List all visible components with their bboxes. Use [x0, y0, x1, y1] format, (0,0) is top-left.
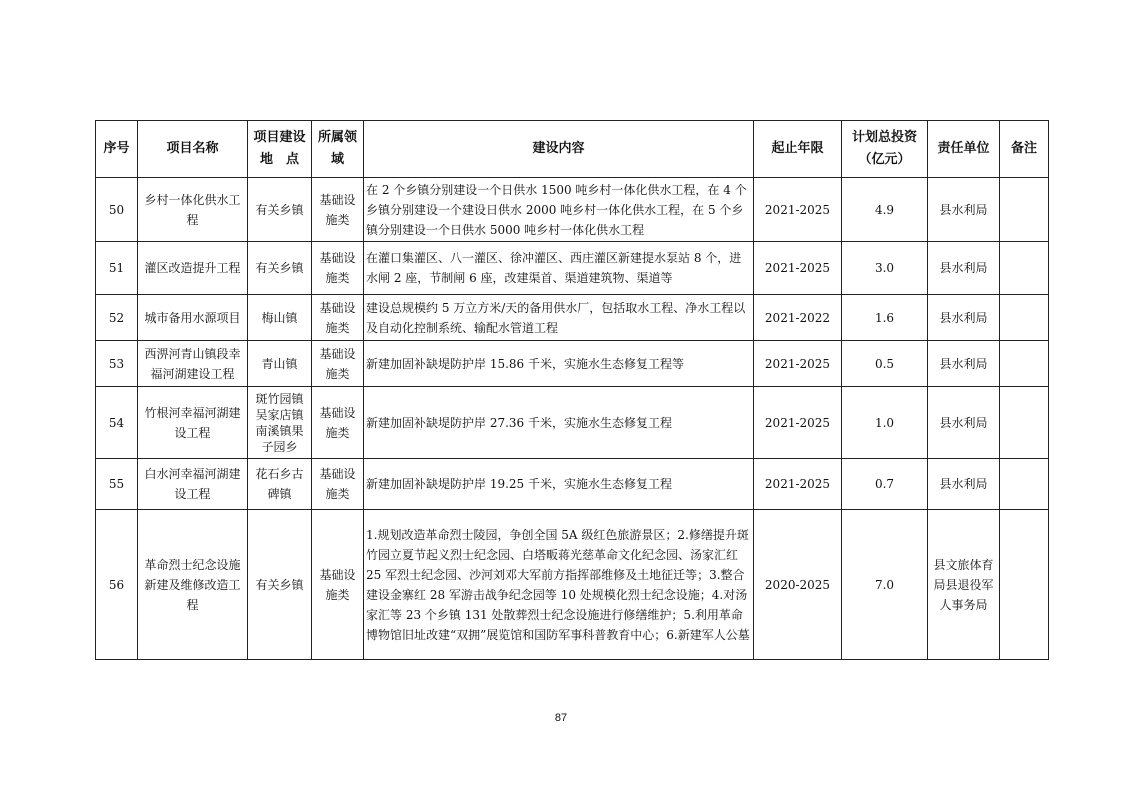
cell-unit: 县水利局 [928, 242, 1000, 295]
cell-location: 梅山镇 [248, 295, 312, 341]
table-row [96, 459, 1049, 510]
cell-name: 灌区改造提升工程 [138, 242, 248, 295]
cell-remarks [1000, 459, 1049, 510]
header-period: 起止年限 [754, 121, 842, 178]
header-remarks: 备注 [1000, 121, 1049, 178]
header-location: 项目建设地 点 [248, 121, 312, 178]
cell-seq: 56 [96, 510, 138, 660]
header-unit: 责任单位 [928, 121, 1000, 178]
cell-period: 2021-2025 [754, 387, 842, 459]
cell-name: 城市备用水源项目 [138, 295, 248, 341]
cell-remarks [1000, 178, 1049, 242]
cell-seq: 55 [96, 459, 138, 510]
cell-field: 基础设施类 [312, 341, 364, 387]
cell-field: 基础设施类 [312, 510, 364, 660]
cell-seq: 53 [96, 341, 138, 387]
cell-investment: 3.0 [842, 242, 928, 295]
page-number: 87 [554, 712, 568, 724]
cell-name: 革命烈士纪念设施新建及维修改造工程 [138, 510, 248, 660]
cell-content: 新建加固补缺堤防护岸 27.36 千米，实施水生态修复工程 [364, 387, 754, 459]
cell-unit: 县水利局 [928, 178, 1000, 242]
cell-field: 基础设施类 [312, 242, 364, 295]
cell-content: 1.规划改造革命烈士陵园，争创全国 5A 级红色旅游景区；2.修缮提升斑竹园立夏节起义烈士纪念园、白塔畈蒋光慈革命文化纪念园、汤家汇红 25 军烈士纪念园、沙河刘邓大军前方指挥部维修及土地征迁等；3.整合建设金寨红 28 军游击战争纪念园等 10 处规模化烈士纪念设施；4.对汤家汇等 23 个乡镇 131 处散葬烈士纪念设施进行修缮维护；5.利用革命博物馆旧址改建“双拥”展览馆和国防军事科普教育中心；6.新建军人公墓 [364, 510, 754, 660]
cell-unit: 县水利局 [928, 459, 1000, 510]
table-row [96, 387, 1049, 459]
cell-period: 2020-2025 [754, 510, 842, 660]
header-investment: 计划总投资（亿元） [842, 121, 928, 178]
cell-content: 新建加固补缺堤防护岸 15.86 千米，实施水生态修复工程等 [364, 341, 754, 387]
cell-location: 有关乡镇 [248, 242, 312, 295]
cell-investment: 0.7 [842, 459, 928, 510]
cell-seq: 51 [96, 242, 138, 295]
cell-seq: 52 [96, 295, 138, 341]
cell-investment: 7.0 [842, 510, 928, 660]
table-row [96, 178, 1049, 242]
project-table [95, 120, 1049, 660]
cell-period: 2021-2025 [754, 459, 842, 510]
header-content: 建设内容 [364, 121, 754, 178]
table-row [96, 295, 1049, 341]
cell-content: 在 2 个乡镇分别建设一个日供水 1500 吨乡村一体化供水工程，在 4 个乡镇分别建设一个建设日供水 2000 吨乡村一体化供水工程，在 5 个乡镇分别建设一个日供水 5000 吨乡村一体化供水工程 [364, 178, 754, 242]
cell-location: 斑竹园镇吴家店镇南溪镇果子园乡 [248, 387, 312, 459]
cell-name: 乡村一体化供水工程 [138, 178, 248, 242]
cell-unit: 县水利局 [928, 387, 1000, 459]
cell-remarks [1000, 341, 1049, 387]
cell-content: 新建加固补缺堤防护岸 19.25 千米，实施水生态修复工程 [364, 459, 754, 510]
header-name: 项目名称 [138, 121, 248, 178]
cell-unit: 县文旅体育局县退役军人事务局 [928, 510, 1000, 660]
cell-remarks [1000, 387, 1049, 459]
table-row [96, 242, 1049, 295]
header-seq: 序号 [96, 121, 138, 178]
cell-period: 2021-2022 [754, 295, 842, 341]
cell-field: 基础设施类 [312, 295, 364, 341]
cell-name: 竹根河幸福河湖建设工程 [138, 387, 248, 459]
cell-period: 2021-2025 [754, 242, 842, 295]
cell-period: 2021-2025 [754, 341, 842, 387]
table-row [96, 510, 1049, 660]
cell-field: 基础设施类 [312, 178, 364, 242]
cell-period: 2021-2025 [754, 178, 842, 242]
table-row [96, 341, 1049, 387]
header-field: 所属领域 [312, 121, 364, 178]
cell-location: 花石乡古碑镇 [248, 459, 312, 510]
table-header-row [96, 121, 1049, 178]
cell-location: 有关乡镇 [248, 510, 312, 660]
cell-field: 基础设施类 [312, 459, 364, 510]
cell-investment: 4.9 [842, 178, 928, 242]
cell-name: 白水河幸福河湖建设工程 [138, 459, 248, 510]
cell-unit: 县水利局 [928, 341, 1000, 387]
cell-content: 建设总规模约 5 万立方米/天的备用供水厂，包括取水工程、净水工程以及自动化控制系统、输配水管道工程 [364, 295, 754, 341]
cell-name: 西淠河青山镇段幸福河湖建设工程 [138, 341, 248, 387]
cell-investment: 0.5 [842, 341, 928, 387]
cell-seq: 50 [96, 178, 138, 242]
cell-remarks [1000, 295, 1049, 341]
cell-remarks [1000, 242, 1049, 295]
cell-investment: 1.6 [842, 295, 928, 341]
cell-investment: 1.0 [842, 387, 928, 459]
cell-field: 基础设施类 [312, 387, 364, 459]
cell-location: 青山镇 [248, 341, 312, 387]
cell-remarks [1000, 510, 1049, 660]
cell-seq: 54 [96, 387, 138, 459]
cell-content: 在灌口集灌区、八一灌区、徐冲灌区、西庄灌区新建提水泵站 8 个，进水闸 2 座，节制闸 6 座，改建渠首、渠道建筑物、渠道等 [364, 242, 754, 295]
cell-location: 有关乡镇 [248, 178, 312, 242]
cell-unit: 县水利局 [928, 295, 1000, 341]
